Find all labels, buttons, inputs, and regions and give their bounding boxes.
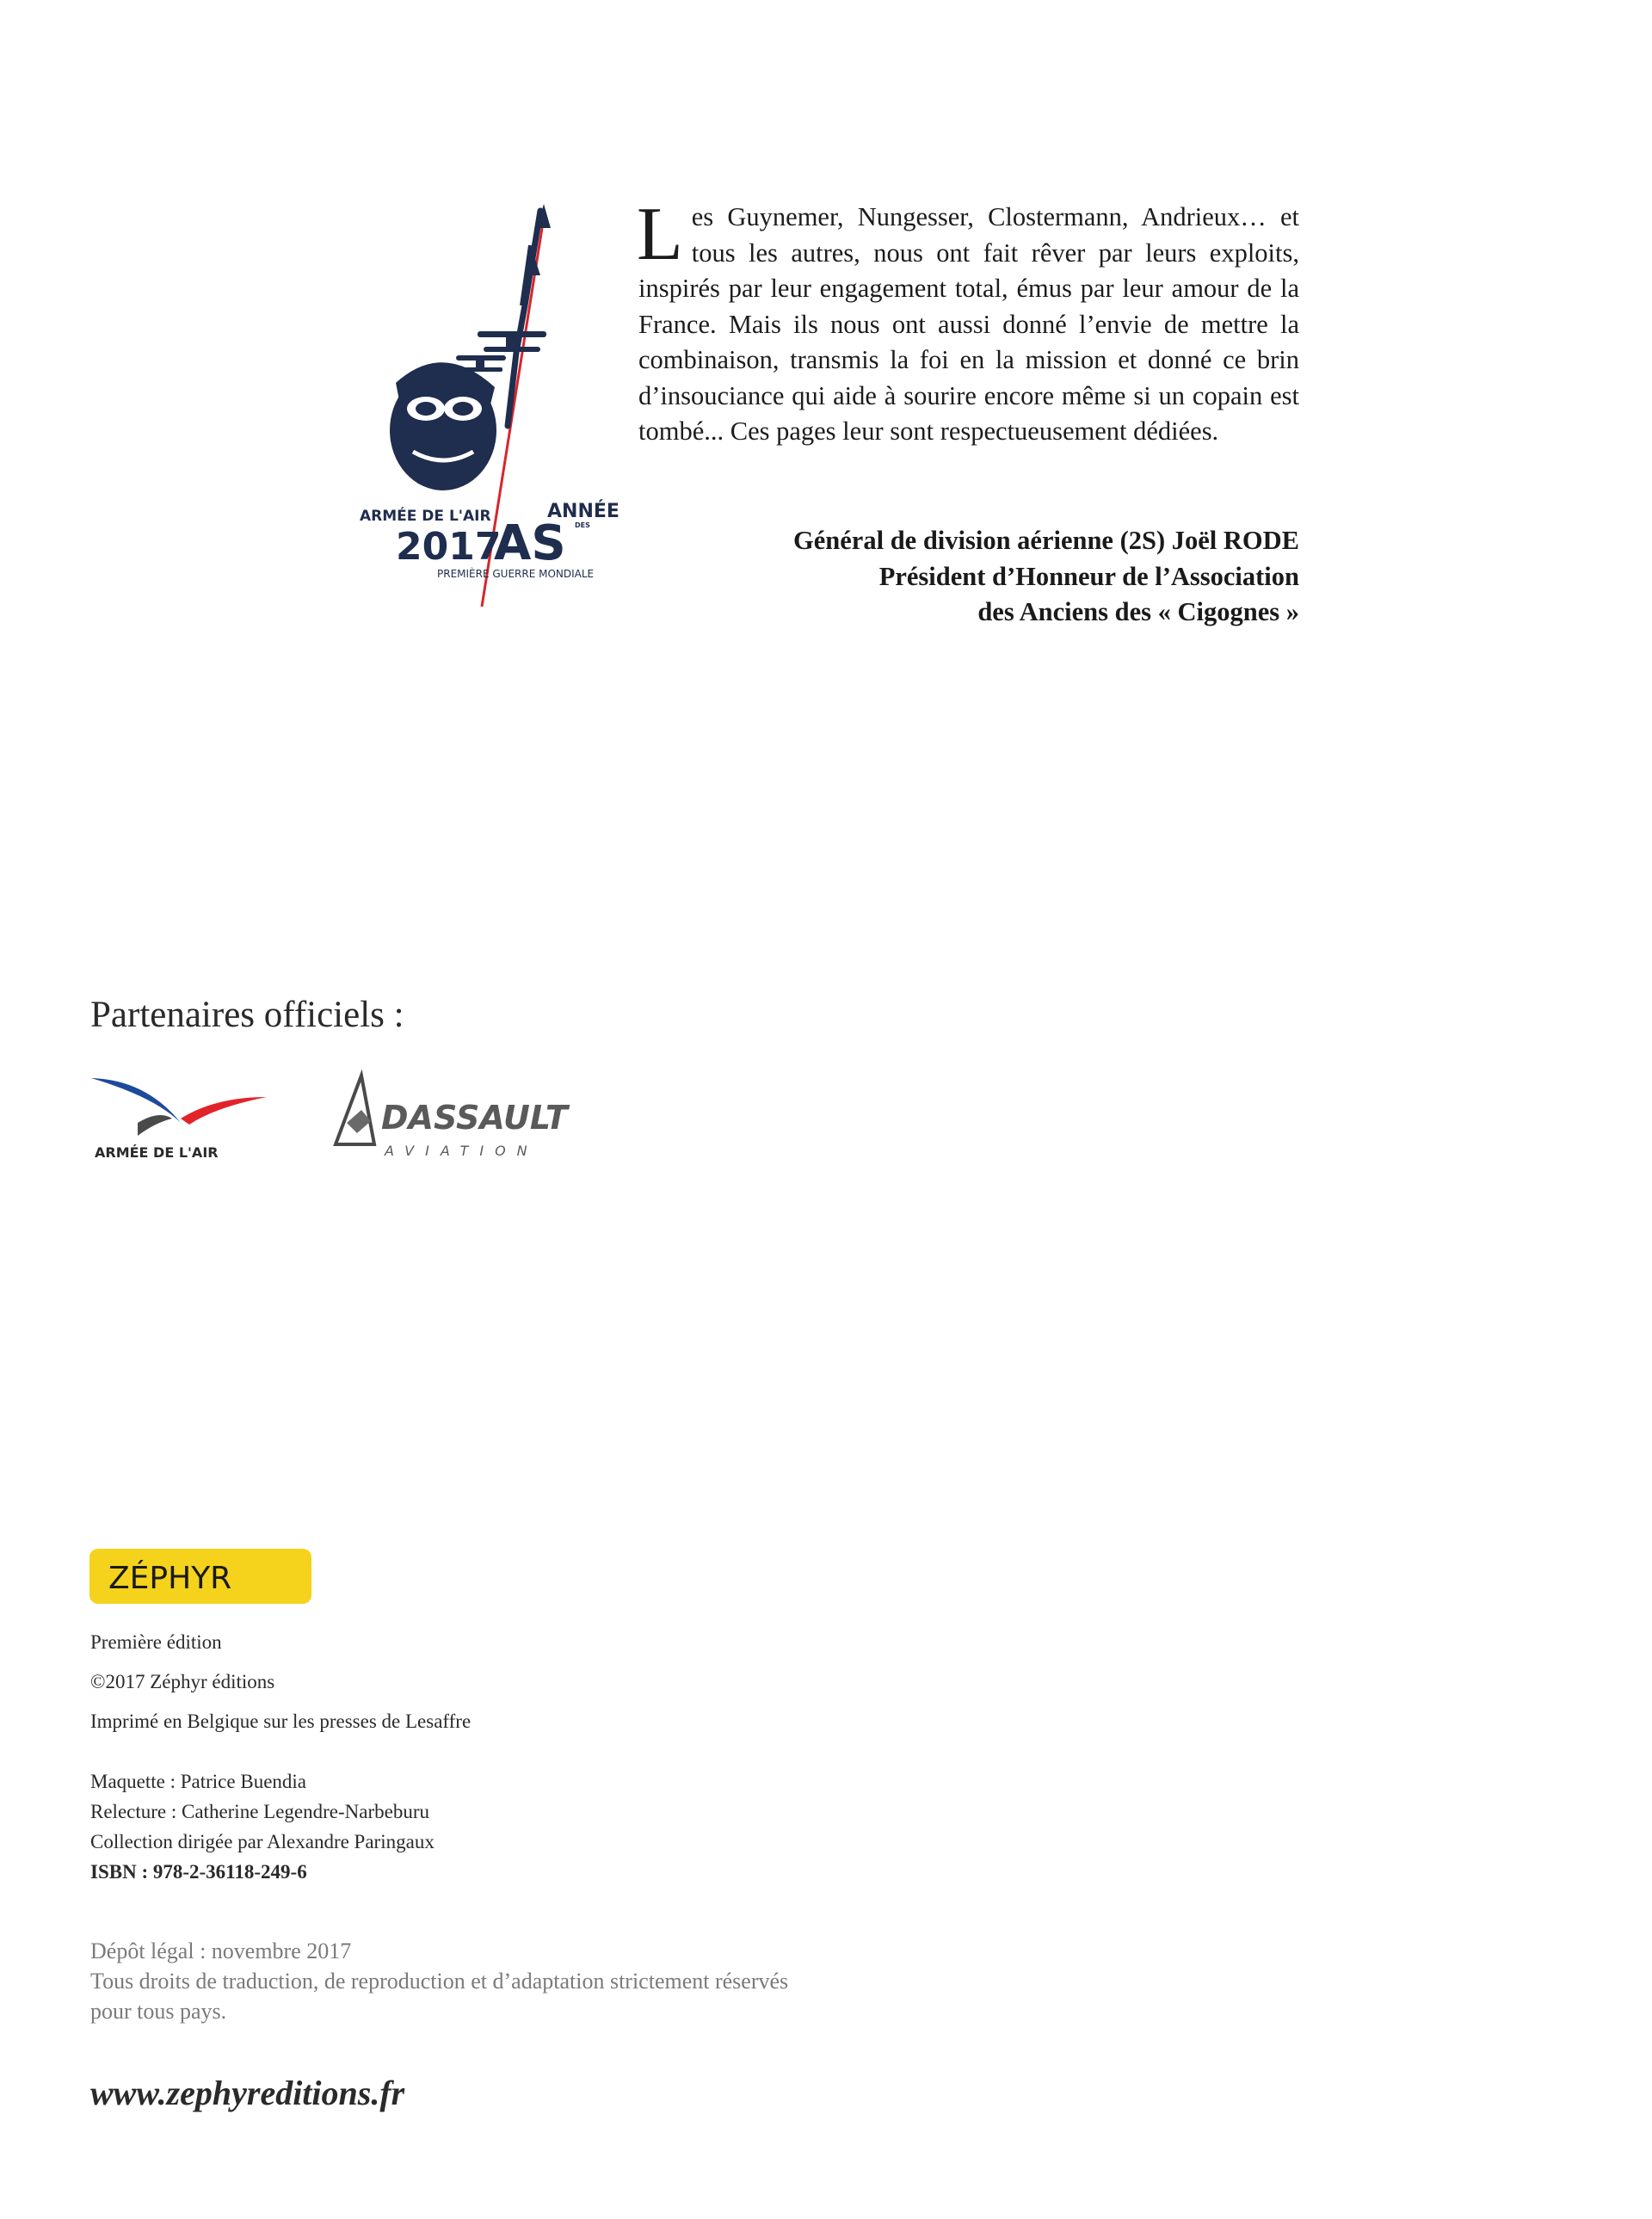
signature-line-2: Président d’Honneur de l’Association xyxy=(878,561,1299,591)
partners-heading: Partenaires officiels : xyxy=(90,995,404,1035)
dassault-aviation-logo xyxy=(314,1071,572,1170)
collection-credit: Collection dirigée par Alexandre Paringaux xyxy=(90,1831,435,1852)
relecture-credit: Relecture : Catherine Legendre-Narbeburu xyxy=(90,1801,429,1822)
emblem-subtitle-text: PREMIÈRE GUERRE MONDIALE xyxy=(437,568,595,580)
legal-notice xyxy=(90,1936,830,2026)
edition-text: Première édition xyxy=(90,1631,222,1653)
armee-de-l-air-logo xyxy=(86,1071,275,1166)
emblem-des-text: DES xyxy=(575,521,590,529)
emblem-as-text: AS xyxy=(494,515,566,571)
signature-line-3: des Anciens des « Cigognes » xyxy=(977,597,1299,626)
isbn-text: ISBN : 978-2-36118-249-6 xyxy=(90,1861,307,1883)
rights-text: Tous droits de traduction, de reproduction et d’adaptation strictement réservés pour tous pays. xyxy=(90,1969,789,2024)
emblem-annee-text: ANNÉE xyxy=(547,501,620,522)
armee-label: ARMÉE DE L'AIR xyxy=(95,1144,219,1161)
printed-text: Imprimé en Belgique sur les presses de Lesaffre xyxy=(90,1710,472,1732)
zephyr-logo-text: ZÉPHYR xyxy=(108,1561,232,1596)
zephyr-logo xyxy=(89,1549,311,1604)
emblem-org-text: ARMÉE DE L'AIR xyxy=(360,508,491,525)
annee-des-as-emblem xyxy=(353,202,620,615)
website-link[interactable]: www.zephyreditions.fr xyxy=(90,2074,405,2112)
emblem-year-text: 2017 xyxy=(396,525,502,569)
depot-legal-text: Dépôt légal : novembre 2017 xyxy=(90,1939,352,1963)
signature-line-1: Général de division aérienne (2S) Joël RODE xyxy=(793,526,1299,555)
dedication-paragraph xyxy=(637,193,1299,450)
copyright-text: ©2017 Zéphyr éditions xyxy=(90,1671,275,1692)
maquette-credit: Maquette : Patrice Buendia xyxy=(90,1771,307,1792)
signature-block xyxy=(638,523,1299,631)
dedication-text: es Guynemer, Nungesser, Clostermann, Andrieux… et tous les autres, nous ont fait rêver par leurs exploits, inspirés par leur engagement total, émus par leur amour de la France. Mais ils nous ont aussi donné l’envie de mettre la combinaison, transmis la foi en la mission et donné ce brin d’insouciance qui aide à sourire encore même si un copain est tombé... Ces pages leur sont respectueusement dédiées. xyxy=(638,202,1299,446)
emblem-graphic xyxy=(353,202,620,615)
drop-cap: L xyxy=(637,193,683,276)
dassault-sub: AVIATION xyxy=(385,1143,539,1159)
dassault-name: DASSAULT xyxy=(381,1099,568,1137)
